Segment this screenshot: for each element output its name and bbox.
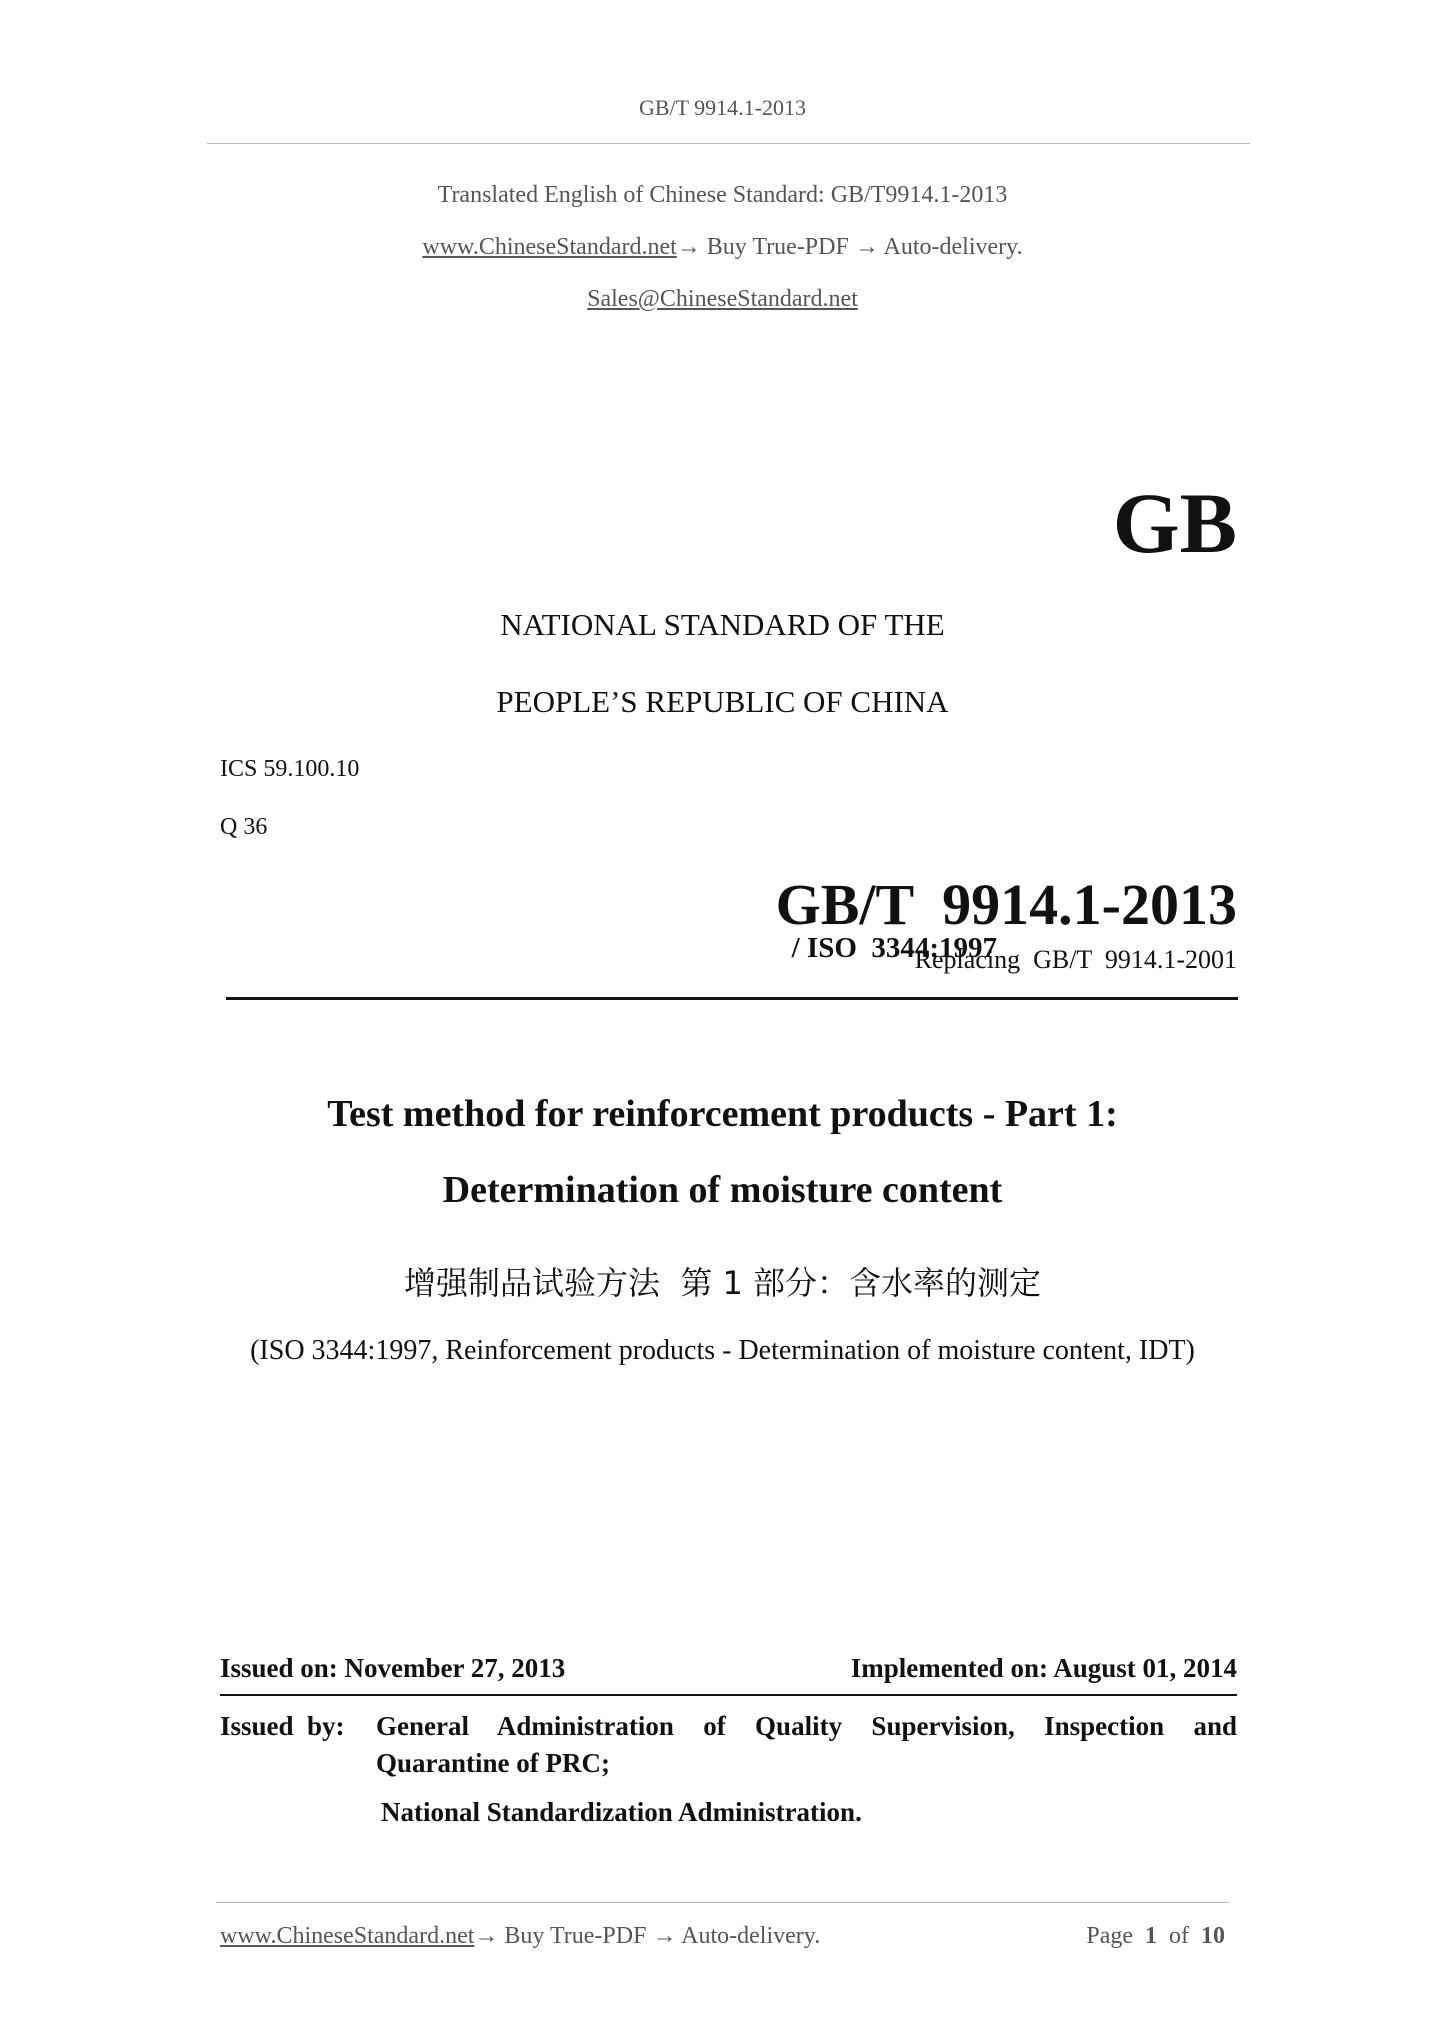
site-link[interactable]: www.ChineseStandard.net: [422, 234, 677, 260]
gb-mark: GB: [1112, 475, 1237, 571]
arrow-icon: →: [854, 234, 879, 260]
of-label: of: [1169, 1923, 1189, 1949]
issuer-line-1: General Administration of Quality Supervision, Inspection and: [376, 1711, 1237, 1741]
purchase-line: [0, 234, 1445, 261]
issuer-label: Issued by:: [220, 1711, 345, 1741]
issued-on-date: Issued on: November 27, 2013: [220, 1653, 566, 1683]
delivery-text: Auto-delivery.: [878, 234, 1023, 260]
chinese-title: 增强制品试验方法 第 1 部分：含水率的测定: [403, 1264, 1042, 1302]
page-total: 10: [1201, 1923, 1225, 1949]
buy-text: Buy True-PDF: [700, 234, 855, 260]
footer-buy-text: Buy True-PDF: [498, 1923, 653, 1949]
arrow-icon: →: [676, 234, 701, 260]
iso-reference: (ISO 3344:1997, Reinforcement products - Determination of moisture content, IDT): [250, 1335, 1195, 1366]
document-title-line-2: Determination of moisture content: [442, 1169, 1003, 1211]
sales-email-link[interactable]: Sales@ChineseStandard.net: [587, 286, 858, 312]
translation-notice: Translated English of Chinese Standard: GB/T9914.1-2013: [437, 182, 1008, 208]
national-standard-line-1: NATIONAL STANDARD OF THE: [500, 607, 945, 642]
title-divider: [226, 997, 1238, 1000]
issuer-line-3: National Standardization Administration.: [381, 1797, 862, 1827]
implemented-on-date: Implemented on: August 01, 2014: [850, 1653, 1237, 1683]
sales-line: [0, 286, 1445, 313]
iso-equivalent: / ISO 3344:1997: [791, 932, 998, 964]
arrow-icon: →: [474, 1923, 499, 1949]
footer-delivery-text: Auto-delivery.: [676, 1923, 821, 1949]
national-standard-line-2: PEOPLE’S REPUBLIC OF CHINA: [496, 684, 949, 719]
footer-site-link[interactable]: www.ChineseStandard.net: [220, 1923, 475, 1949]
dates-divider: [220, 1694, 1237, 1696]
page-number: 1: [1145, 1923, 1157, 1949]
page-label: Page: [1086, 1923, 1133, 1949]
ics-code: ICS 59.100.10: [220, 756, 360, 782]
header-divider: [207, 143, 1250, 144]
ccs-code: Q 36: [220, 814, 268, 840]
footer-divider: [216, 1902, 1229, 1903]
document-title-line-1: Test method for reinforcement products - Part 1:: [327, 1093, 1118, 1135]
running-header: GB/T 9914.1-2013: [638, 95, 807, 120]
arrow-icon: →: [652, 1923, 677, 1949]
page-indicator: [1086, 1923, 1225, 1950]
replacing-note: Replacing GB/T 9914.1-2001: [914, 945, 1237, 974]
issuer-line-2: Quarantine of PRC;: [376, 1748, 610, 1778]
footer-purchase-line: [220, 1923, 820, 1950]
standard-number: GB/T 9914.1-2013: [775, 872, 1237, 937]
